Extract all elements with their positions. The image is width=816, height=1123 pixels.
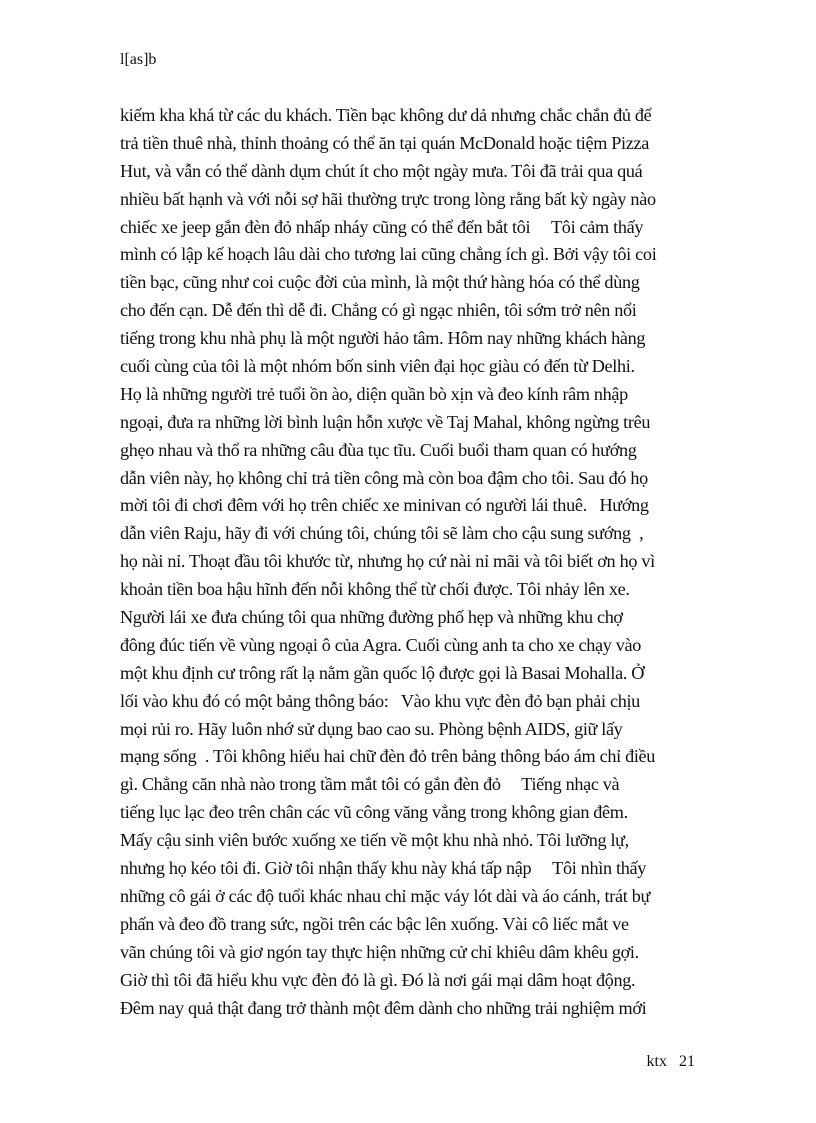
text-line: mình có lập kế hoạch lâu dài cho tương lai cũng chẳng ích gì. Bởi vậy tôi coi <box>120 244 657 265</box>
text-line: Người lái xe đưa chúng tôi qua những đường phố hẹp và những khu chợ <box>120 607 623 628</box>
text-line: chiếc xe jeep gắn đèn đỏ nhấp nháy cũng có thể đến bắt tôi Tôi cảm thấy <box>120 216 644 237</box>
text-line: dẫn viên Raju, hãy đi với chúng tôi, chúng tôi sẽ làm cho cậu sung sướng , <box>120 523 644 544</box>
text-line: mọi rủi ro. Hãy luôn nhớ sử dụng bao cao su. Phòng bệnh AIDS, giữ lấy <box>120 718 623 739</box>
text-line: kiếm kha khá từ các du khách. Tiền bạc không dư dả nhưng chắc chắn đủ để <box>120 105 652 125</box>
text-line: tiếng lục lạc đeo trên chân các vũ công văng vẳng trong không gian đêm. <box>120 802 628 823</box>
text-line: khoản tiền boa hậu hĩnh đến nỗi không thể từ chối được. Tôi nhảy lên xe. <box>120 579 630 600</box>
text-line: mạng sống . Tôi không hiểu hai chữ đèn đỏ trên bảng thông báo ám chỉ điều <box>120 746 656 767</box>
text-line: Mấy cậu sinh viên bước xuống xe tiến về một khu nhà nhỏ. Tôi lưỡng lự, <box>120 830 629 851</box>
text-line: trả tiền thuê nhà, thỉnh thoảng có thể ăn tại quán McDonald hoặc tiệm Pizza <box>120 132 650 153</box>
text-line: gì. Chẳng căn nhà nào trong tầm mắt tôi có gắn đèn đỏ Tiếng nhạc và <box>120 774 620 795</box>
text-line: ghẹo nhau và thổ ra những câu đùa tục tĩu. Cuối buổi tham quan có hướng <box>120 439 637 460</box>
text-line: tiền bạc, cũng như coi cuộc đời của mình, là một thứ hàng hóa có thể dùng <box>120 272 640 293</box>
text-line: cho đến cạn. Dễ đến thì dễ đi. Chẳng có gì ngạc nhiên, tôi sớm trở nên nổi <box>120 300 637 321</box>
text-line: vãn chúng tôi và giơ ngón tay thực hiện những cử chỉ khiêu dâm khêu gợi. <box>120 941 639 962</box>
text-line: cuối cùng của tôi là một nhóm bốn sinh viên đại học giàu có đến từ Delhi. <box>120 356 635 377</box>
body-paragraph <box>120 102 720 1022</box>
text-line: nhưng họ kéo tôi đi. Giờ tôi nhận thấy khu này khá tấp nập Tôi nhìn thấy <box>120 858 647 879</box>
text-line: đông đúc tiến về vùng ngoại ô của Agra. Cuối cùng anh ta cho xe chạy vào <box>120 634 641 655</box>
page-header: l[as]b <box>120 51 157 68</box>
text-line: nhiều bất hạnh và với nỗi sợ hãi thường trực trong lòng rằng bất kỳ ngày nào <box>120 188 656 209</box>
text-line: Đêm nay quả thật đang trở thành một đêm dành cho những trải nghiệm mới <box>120 997 647 1018</box>
text-line: họ nài nỉ. Thoạt đầu tôi khước từ, nhưng họ cứ nài nỉ mãi và tôi biết ơn họ vì <box>120 551 655 572</box>
text-line: lối vào khu đó có một bảng thông báo: Vào khu vực đèn đỏ bạn phải chịu <box>120 690 640 711</box>
text-line: ngoại, đưa ra những lời bình luận hỗn xược về Taj Mahal, không ngừng trêu <box>120 411 651 432</box>
text-line: phấn và đeo đồ trang sức, ngồi trên các bậc lên xuống. Vài cô liếc mắt ve <box>120 913 629 934</box>
text-line: Họ là những người trẻ tuổi ồn ào, diện quần bò xịn và đeo kính râm nhập <box>120 383 628 404</box>
text-line: dẫn viên này, họ không chỉ trả tiền công mà còn boa đậm cho tôi. Sau đó họ <box>120 467 648 488</box>
text-line: những cô gái ở các độ tuổi khác nhau chỉ mặc váy lót dài và áo cánh, trát bự <box>120 885 651 906</box>
text-line: Giờ thì tôi đã hiểu khu vực đèn đỏ là gì. Đó là nơi gái mại dâm hoạt động. <box>120 969 636 990</box>
page-footer: ktx 21 <box>646 1053 695 1070</box>
text-line: Hut, và vẫn có thể dành dụm chút ít cho một ngày mưa. Tôi đã trải qua quá <box>120 160 643 181</box>
text-line: mời tôi đi chơi đêm với họ trên chiếc xe minivan có người lái thuê. Hướng <box>120 495 649 516</box>
text-line: tiếng trong khu nhà phụ là một người hảo tâm. Hôm nay những khách hàng <box>120 328 646 349</box>
text-line: một khu định cư trông rất lạ nằm gần quốc lộ được gọi là Basai Mohalla. Ở <box>120 662 645 683</box>
